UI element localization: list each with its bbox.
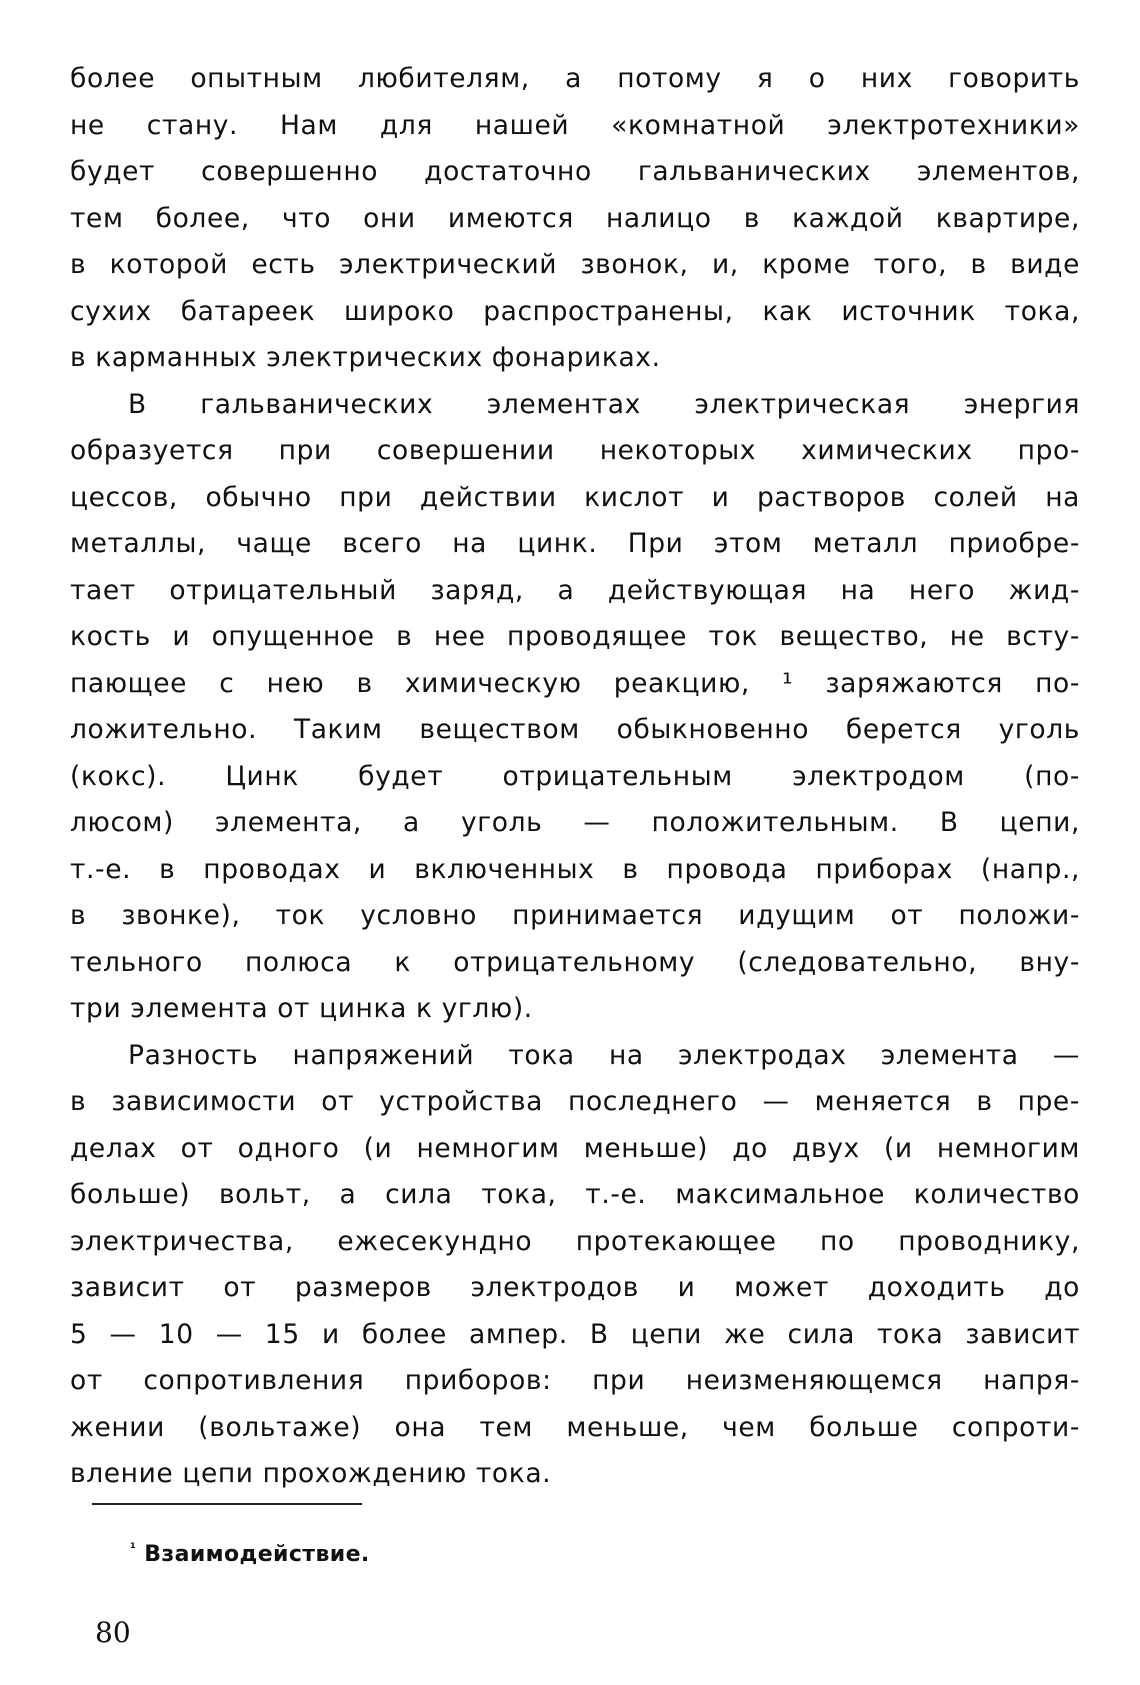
text-line: сухих батареек широко распространены, как источник тока, <box>70 295 1080 327</box>
text-line: цессов, обычно при действии кислот и растворов солей на <box>70 481 1080 513</box>
text-line: от сопротивления приборов: при неизменяющемся напря- <box>70 1365 1080 1396</box>
text-line: в карманных электрических фонариках. <box>70 342 661 373</box>
text-line: зависит от размеров электродов и может доходить до <box>70 1272 1080 1303</box>
paragraph-1 <box>70 56 1080 382</box>
text-line: больше) вольт, а сила тока, т.-е. максимальное количество <box>70 1179 1080 1210</box>
text-line: в звонке), ток условно принимается идущим от положи- <box>70 900 1080 931</box>
body-text <box>70 56 1080 1498</box>
text-line: т.-е. в проводах и включенных в провода приборах (напр., <box>70 853 1080 885</box>
text-line: вление цепи прохождению тока. <box>70 1458 552 1489</box>
text-line: 5 — 10 — 15 и более ампер. В цепи же сила тока зависит <box>70 1318 1080 1350</box>
text-line: электричества, ежесекундно протекающее по проводнику, <box>70 1225 1080 1257</box>
page-number: 80 <box>95 1616 131 1649</box>
paragraph-3 <box>70 1033 1080 1498</box>
text-line: В гальванических элементах электрическая энергия <box>128 388 1080 420</box>
paragraph-2 <box>70 382 1080 1033</box>
text-line: тем более, что они имеются налицо в каждой квартире, <box>70 202 1080 234</box>
text-line: ложительно. Таким веществом обыкновенно берется уголь <box>70 714 1080 745</box>
text-line: пающее с нею в химическую реакцию, ¹ заряжаются по- <box>70 667 1080 699</box>
book-page <box>70 56 1080 1666</box>
text-line: в зависимости от устройства последнего — меняется в пре- <box>70 1086 1080 1117</box>
text-line: Разность напряжений тока на электродах элемента — <box>128 1039 1080 1071</box>
text-line: более опытным любителям, а потому я о них говорить <box>70 63 1080 94</box>
text-line: не стану. Нам для нашей «комнатной электротехники» <box>70 109 1080 141</box>
text-line: три элемента от цинка к углю). <box>70 993 533 1024</box>
text-line: в которой есть электрический звонок, и, кроме того, в виде <box>70 249 1080 280</box>
text-line: жении (вольтаже) она тем меньше, чем больше сопроти- <box>70 1411 1080 1443</box>
footnote <box>130 1542 370 1567</box>
text-line: металлы, чаще всего на цинк. При этом металл приобре- <box>70 528 1080 559</box>
text-line: тельного полюса к отрицательному (следовательно, вну- <box>70 946 1080 978</box>
text-line: тает отрицательный заряд, а действующая на него жид- <box>70 574 1080 606</box>
footnote-divider <box>92 1503 362 1505</box>
footnote-marker: ¹ <box>130 1541 137 1557</box>
footnote-text: Взаимодействие. <box>144 1542 370 1567</box>
text-line: люсом) элемента, а уголь — положительным. В цепи, <box>70 807 1080 838</box>
text-line: будет совершенно достаточно гальванических элементов, <box>70 156 1080 187</box>
text-line: делах от одного (и немногим меньше) до двух (и немногим <box>70 1132 1080 1164</box>
text-line: (кокс). Цинк будет отрицательным электродом (по- <box>70 760 1080 792</box>
text-line: кость и опущенное в нее проводящее ток вещество, не всту- <box>70 621 1080 652</box>
text-line: образуется при совершении некоторых химических про- <box>70 435 1080 466</box>
